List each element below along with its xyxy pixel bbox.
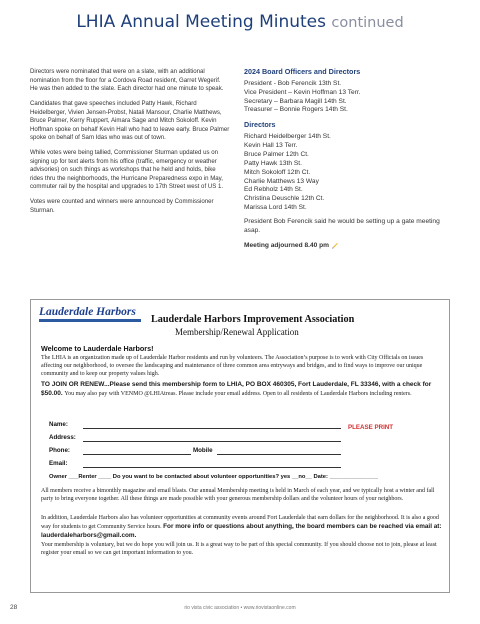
footer-text: rio vista civic association • www.riovistaonline.com <box>184 605 296 611</box>
paragraph-votes: Votes were counted and winners were announced by Commissioner Sturman. <box>30 198 214 214</box>
intro-paragraph: The LHIA is an organization made up of Lauderdale Harbor residents and run by volunteers. The Association’s purpose is to work with City Officials on issues affecting our neighborhood, to oversee the landscaping and maintenance of three common area entryways and bridges, and to find ways to improve our unique community and to keep our property values high. <box>41 355 424 377</box>
gate-meeting-note: President Bob Ferencik said he would be setting up a gate meeting asap. <box>244 218 440 234</box>
name-label: Name: <box>49 421 68 428</box>
name-field[interactable] <box>83 428 341 429</box>
join-paragraph <box>41 381 443 399</box>
contact-email-text: For more info or questions about anything, the board members can be reached via email at: lauderdaleharbors@gmail.com. <box>41 522 442 539</box>
members-paragraph: All members receive a bimonthly magazine and email blasts. Our annual Membership meeting is held in March of each year, and we typically host a winter and fall party to bring everyone together. All these things are made possible with your generous membership dollars and the volunteer hours of your neighbors. <box>41 488 435 502</box>
title-main: LHIA Annual Meeting Minutes <box>76 12 326 32</box>
address-label: Address: <box>49 434 76 441</box>
director-item: Charlie Matthews 13 Way <box>244 177 319 185</box>
officer-item: Secretary – Barbara Magill 14th St. <box>244 97 347 105</box>
officers-heading: 2024 Board Officers and Directors <box>244 67 361 76</box>
paragraph-commissioner: While votes were being tallied, Commissioner Sturman updated us on signing up for text alerts from his office (traffic, emergency or weather advisories) on such things as workshops that he held and holds, bike rides thru the neighborhoods, the Hurricane Preparedness expo in May, commuter rail by the hospital and upgrades to 17th Street west of US 1. <box>30 149 224 190</box>
logo-text: Lauderdale Harbors <box>39 306 136 318</box>
mobile-field[interactable] <box>217 454 341 455</box>
officers-list <box>244 80 450 116</box>
address-field[interactable] <box>83 441 341 442</box>
board-list-column <box>244 68 450 250</box>
officer-item: Treasurer – Bonnie Rogers 14th St. <box>244 106 348 114</box>
mobile-label: Mobile <box>193 447 213 454</box>
volunteer-text: In addition, Lauderdale Harbors also has volunteer opportunities at community events around Fort Lauderdale that earn dollars for the neighborhood. It is also a good way for students to get Community Service hours. <box>41 515 439 530</box>
lauderdale-harbors-logo <box>39 306 141 322</box>
director-item: Mitch Sokoloff 12th Ct. <box>244 168 311 176</box>
director-item: Patty Hawk 13th St. <box>244 159 302 167</box>
pencil-icon <box>331 241 339 249</box>
paragraph-speeches: Candidates that gave speeches included Patty Hawk, Richard Heidelberger, Vivien Jensen-Probst, Natali Mansour, Charlie Matthews, Bruce Palmer, Kerry Ruppert, Aimara Sage and Mitch Sokoloff. Kevin Hoffman spoke on behalf Kevin Hall who had to leave early. Bruce Palmer spoke on behalf of Sam Idas who was out of town. <box>30 100 230 141</box>
membership-form <box>30 299 450 593</box>
directors-list <box>244 133 450 213</box>
director-item: Richard Heidelberger 14th St. <box>244 133 331 141</box>
officer-item: President - Bob Ferencik 13th St. <box>244 79 342 87</box>
welcome-heading: Welcome to Lauderdale Harbors! <box>41 344 154 353</box>
email-field[interactable] <box>83 467 341 468</box>
email-label: Email: <box>49 460 68 467</box>
join-instructions: TO JOIN OR RENEW...Please send this membership form to LHIA, PO BOX 460305, Fort Lauderdale, FL 33346, with a check for $50.00. <box>41 381 432 397</box>
form-subtitle: Membership/Renewal Application <box>175 327 299 337</box>
director-item: Ed Rebholz 14th St. <box>244 186 303 194</box>
form-title: Lauderdale Harbors Improvement Association <box>151 314 355 325</box>
join-details: You may also pay with VENMO @LHIAtreas. Please include your email address. Open to all residents of Lauderdale Harbors including renters. <box>64 390 412 397</box>
owner-renter-row[interactable]: Owner ___Renter ____ Do you want to be contacted about volunteer opportunities? yes __no__ Date: _______________ <box>49 474 378 480</box>
voluntary-paragraph: Your membership is voluntary, but we do hope you will join us. It is a great way to be part of this special community. If you should choose not to join, please at least register your email so we can get important information to you. <box>41 542 437 556</box>
director-item: Bruce Palmer 12th Ct. <box>244 150 309 158</box>
phone-label: Phone: <box>49 447 70 454</box>
please-print-note: PLEASE PRINT <box>348 424 394 431</box>
directors-heading: Directors <box>244 120 276 130</box>
director-item: Christina Deuschle 12th Ct. <box>244 195 325 203</box>
director-item: Marissa Lord 14th St. <box>244 204 307 212</box>
meeting-adjourned <box>244 241 450 250</box>
minutes-left-column <box>30 68 230 222</box>
paragraph-nominations: Directors were nominated that were on a slate, with an additional nomination from the floor for a Cordova Road resident, Garret Wegerif. He was then added to the slate. Each director had one minute to speak. <box>30 68 224 92</box>
officer-item: Vice President – Kevin Hoffman 13 Terr. <box>244 88 361 96</box>
adjourned-text: Meeting adjourned 8.40 pm <box>244 241 330 249</box>
page-title <box>0 12 480 32</box>
phone-field[interactable] <box>83 454 191 455</box>
volunteer-paragraph <box>41 515 443 540</box>
director-item: Kevin Hall 13 Terr. <box>244 141 298 149</box>
title-continued: continued <box>331 15 404 31</box>
page-number: 28 <box>10 604 18 611</box>
